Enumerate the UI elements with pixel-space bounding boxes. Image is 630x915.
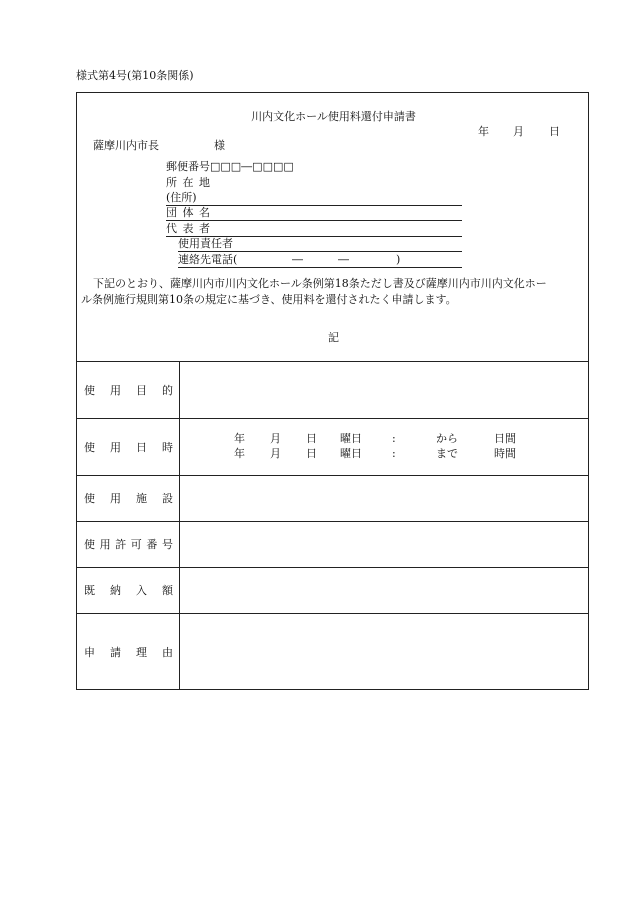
group-name-label: 団 体 名 (166, 206, 211, 219)
phone-dash-2: ― (338, 253, 349, 266)
phone-label: 連絡先電話( (178, 253, 238, 266)
statement-line-1: 下記のとおり、薩摩川内市川内文化ホール条例第18条ただし書及び薩摩川内市川内文化ホー (93, 277, 547, 290)
phone-dash-1: ― (292, 253, 303, 266)
reason-label: 申 請 理 由 (84, 645, 173, 659)
form-number: 様式第4号(第10条関係) (76, 69, 194, 82)
phone-close-paren: ) (396, 253, 401, 266)
facility-label: 使 用 施 設 (84, 492, 173, 505)
paid-amount-label: 既 納 入 額 (84, 584, 173, 597)
representative-label: 代 表 者 (166, 222, 211, 235)
permit-number-field[interactable] (180, 521, 589, 567)
responsible-person-field[interactable] (178, 237, 462, 252)
purpose-label: 使 用 目 的 (84, 383, 173, 397)
permit-number-label: 使 用 許 可 番 号 (84, 538, 173, 551)
reason-field[interactable] (180, 613, 589, 690)
datetime-end-line: 年 月 日 曜日 : まで 時間 (234, 447, 516, 460)
facility-field[interactable] (180, 475, 589, 521)
group-name-field[interactable] (166, 206, 462, 221)
date-month-label: 月 (513, 125, 524, 138)
address-label: (住所) (166, 191, 197, 204)
ki-heading: 記 (328, 331, 339, 344)
form-title: 川内文化ホール使用料還付申請書 (251, 110, 416, 123)
datetime-label: 使 用 日 時 (84, 440, 173, 454)
application-form (76, 92, 589, 690)
responsible-person-label: 使用責任者 (178, 237, 233, 250)
date-year-label: 年 (478, 125, 489, 138)
date-day-label: 日 (549, 125, 560, 138)
datetime-start-line: 年 月 日 曜日 : から 日間 (234, 432, 516, 445)
statement-line-2: ル条例施行規則第10条の規定に基づき、使用料を還付されたく申請します。 (81, 293, 457, 306)
paid-amount-field[interactable] (180, 567, 589, 613)
datetime-field[interactable] (180, 418, 589, 475)
representative-field[interactable] (166, 222, 462, 237)
addressee-honorific: 様 (214, 139, 225, 152)
location-label: 所 在 地 (166, 176, 211, 189)
purpose-field[interactable] (180, 361, 589, 418)
addressee-name: 薩摩川内市長 (93, 139, 159, 152)
postal-code-label: 郵便番号□□□―□□□□ (166, 160, 294, 173)
address-field[interactable] (166, 191, 462, 206)
phone-field[interactable] (178, 253, 462, 268)
